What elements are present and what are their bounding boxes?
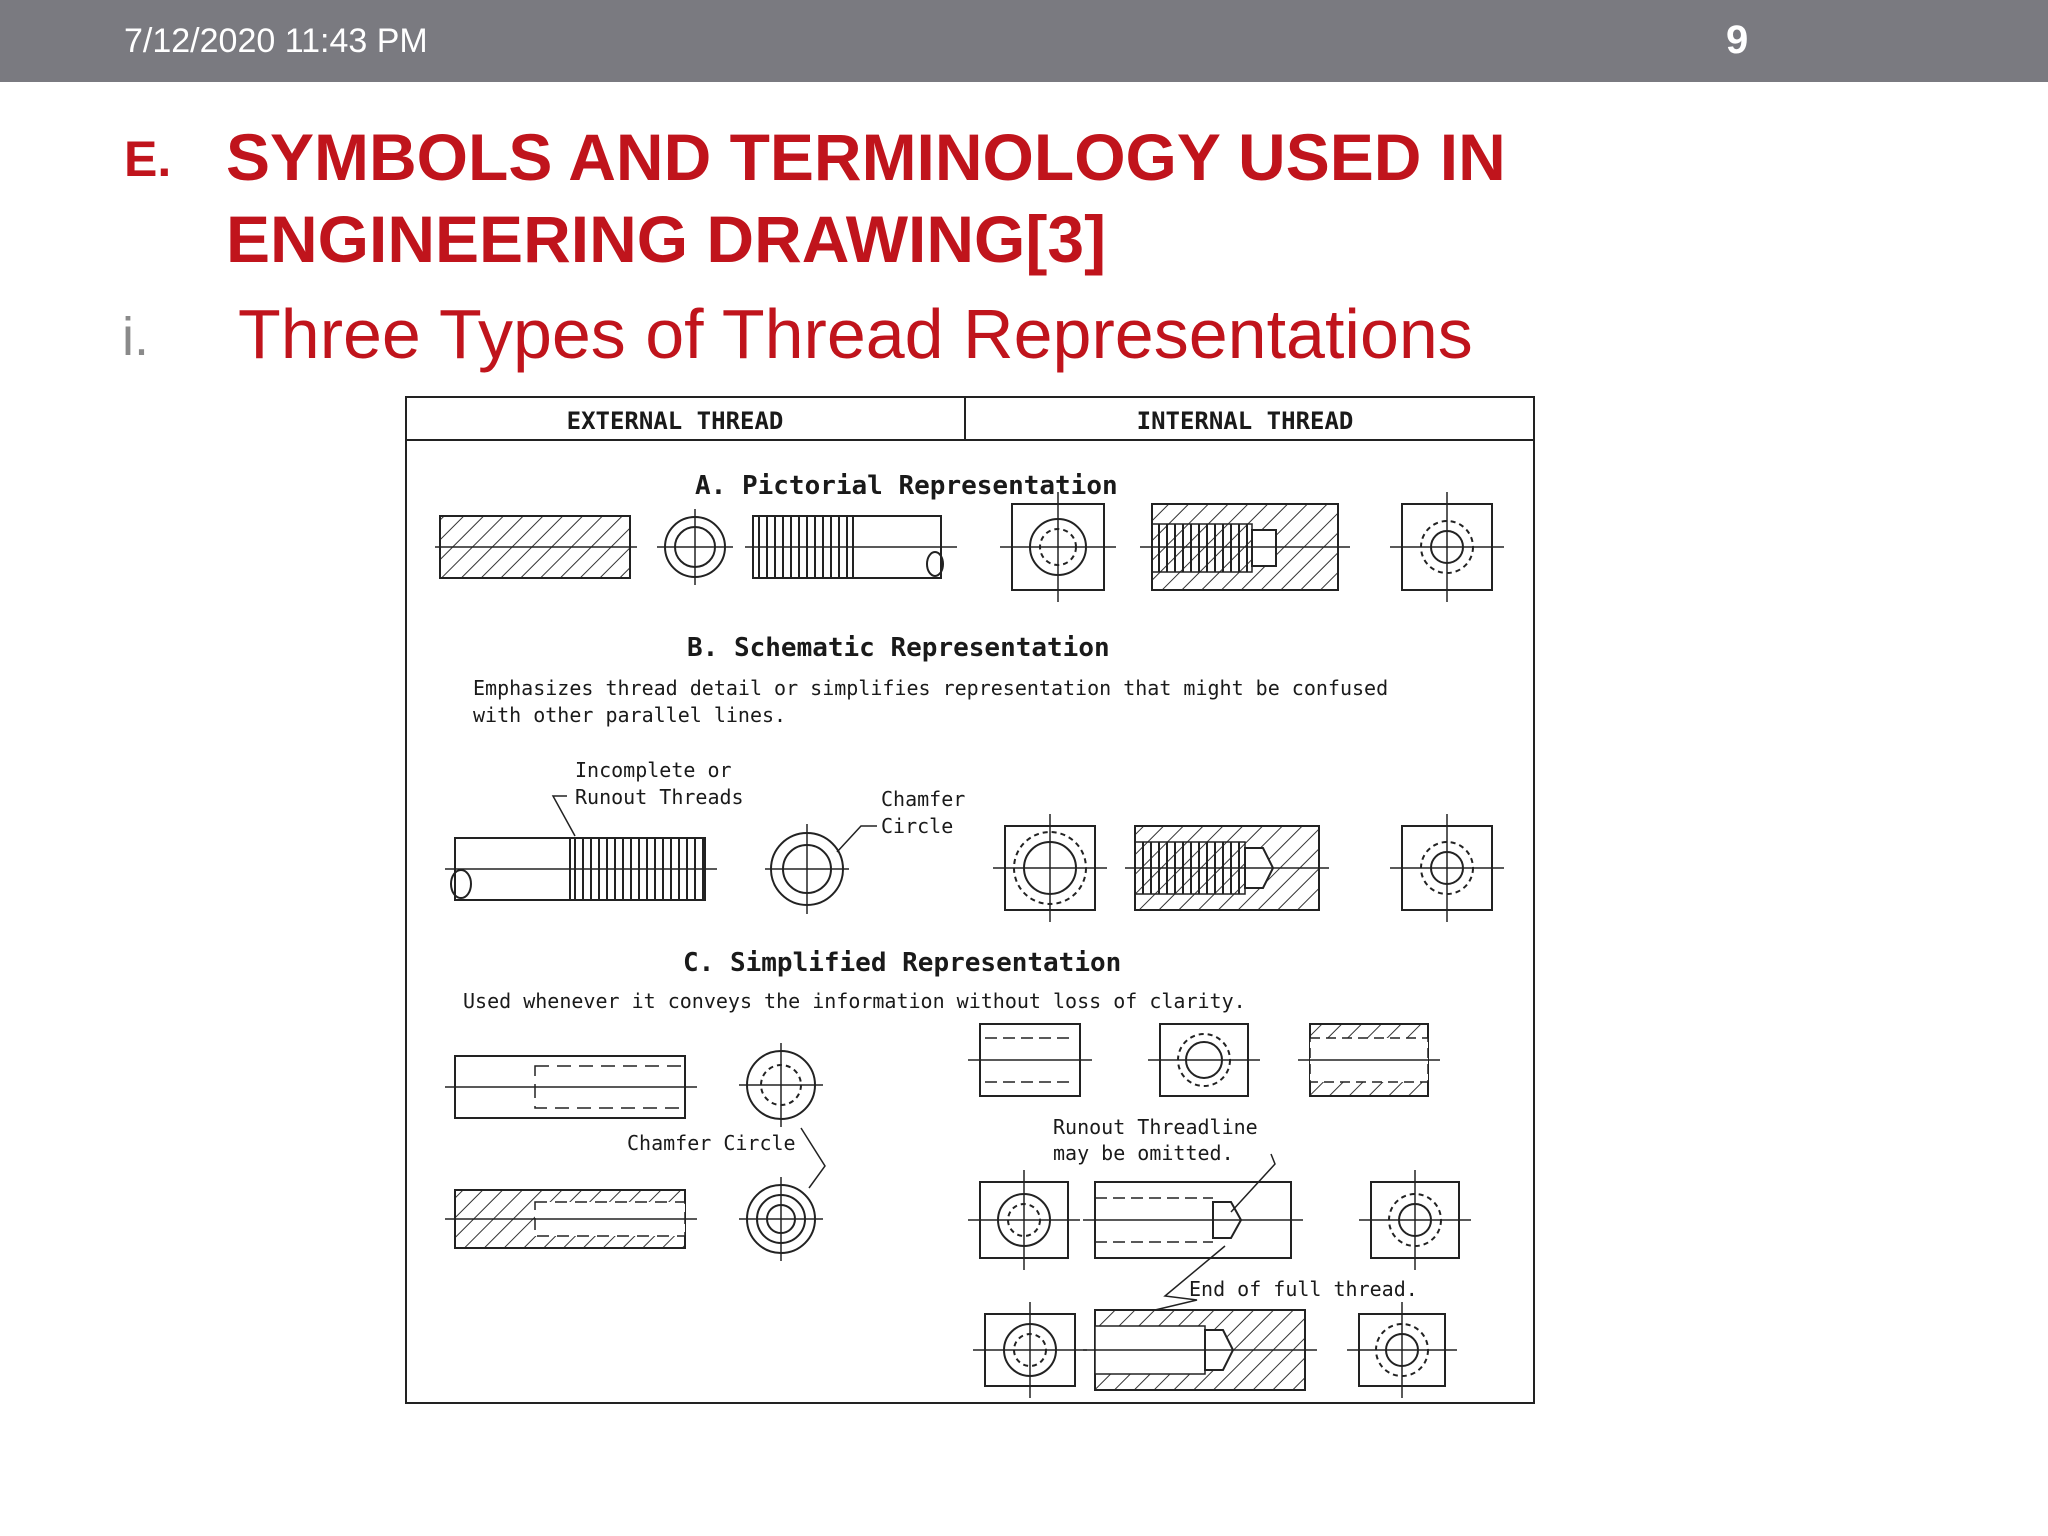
- slide-title-line-1: SYMBOLS AND TERMINOLOGY USED IN: [226, 120, 1506, 194]
- column-header-external: EXTERNAL THREAD: [566, 407, 784, 435]
- slide-header-bar: [0, 0, 2048, 82]
- slide-title-line-2: ENGINEERING DRAWING[3]: [226, 202, 1107, 276]
- label-chamfer-circle: Chamfer Circle: [627, 1131, 796, 1155]
- label-chamfer-line-2: Circle: [881, 814, 954, 838]
- schematic-internal-thread-drawing: [993, 814, 1504, 922]
- section-a-heading: A. Pictorial Representation: [695, 471, 1118, 501]
- pictorial-external-thread-drawing: [435, 509, 957, 585]
- slide-title: [226, 116, 1726, 280]
- title-list-marker: E.: [124, 131, 172, 187]
- label-end-of-full-thread: End of full thread.: [1189, 1277, 1418, 1301]
- label-incomplete-line-1: Incomplete or: [575, 758, 732, 782]
- slide-date: 7/12/2020 11:43 PM: [124, 22, 428, 60]
- column-header-internal: INTERNAL THREAD: [1136, 407, 1354, 435]
- section-c-heading: C. Simplified Representation: [683, 948, 1122, 978]
- slide-subtitle: Three Types of Thread Representations: [238, 295, 1473, 373]
- simplified-internal-thread-drawing: [968, 1024, 1471, 1398]
- pictorial-internal-thread-drawing: [1000, 492, 1504, 602]
- label-runout-line-1: Runout Threadline: [1053, 1115, 1258, 1139]
- section-b-description-line-1: Emphasizes thread detail or simplifies representation that might be confused: [473, 676, 1389, 700]
- thread-representation-figure: [405, 396, 1535, 1404]
- section-b-heading: B. Schematic Representation: [687, 633, 1110, 663]
- label-incomplete-line-2: Runout Threads: [575, 785, 744, 809]
- schematic-external-thread-drawing: [445, 796, 877, 914]
- section-c-description: Used whenever it conveys the information without loss of clarity.: [463, 989, 1246, 1013]
- slide-page-number: 9: [1726, 18, 1749, 62]
- label-runout-line-2: may be omitted.: [1053, 1141, 1234, 1165]
- section-b-description-line-2: with other parallel lines.: [473, 703, 787, 727]
- subtitle-list-marker: i.: [122, 307, 149, 367]
- label-chamfer-line-1: Chamfer: [881, 787, 966, 811]
